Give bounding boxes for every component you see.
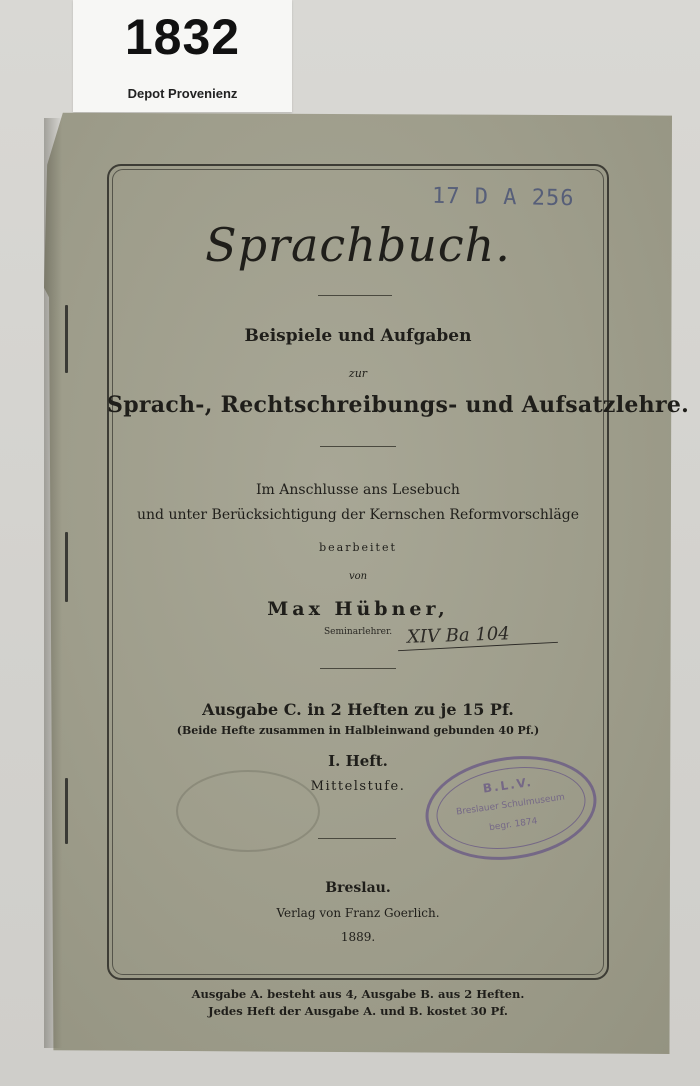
staple-1 <box>65 305 68 373</box>
subtitle-topics: Sprach-, Rechtschreibungs- und Aufsatzlehre. <box>107 392 690 418</box>
edited-label: bearbeitet <box>319 541 397 554</box>
label-caption: Depot Provenienz <box>127 86 238 101</box>
divider-4 <box>318 838 396 839</box>
footer-note-1: Ausgabe A. besteht aus 4, Ausgabe B. aus 2 Heften. <box>191 987 525 1001</box>
publisher-name: Verlag von Franz Goerlich. <box>276 906 440 920</box>
stamp-middle-text: Breslauer Schulmuseum <box>455 792 566 818</box>
publication-year: 1889. <box>340 930 376 944</box>
divider-2 <box>320 446 396 447</box>
footer-note-2: Jedes Heft der Ausgabe A. und B. kostet 30 Pf. <box>208 1004 508 1018</box>
provenance-label-card <box>73 0 292 112</box>
school-level: Mittelstufe. <box>310 779 406 794</box>
context-line-1: Im Anschlusse ans Lesebuch <box>256 482 460 498</box>
edition-binding-note: (Beide Hefte zusammen in Halbleinwand gebunden 40 Pf.) <box>176 724 540 737</box>
divider-3 <box>320 668 396 669</box>
shelf-mark-stamp: 17 D A 256 <box>431 183 575 212</box>
von-label: von <box>348 571 368 582</box>
heft-number: I. Heft. <box>328 752 388 770</box>
staple-3 <box>65 778 68 844</box>
author-role: Seminarlehrer. <box>324 627 393 637</box>
divider-1 <box>318 295 392 296</box>
context-line-2: und unter Berücksichtigung der Kernschen Reformvorschläge <box>137 507 579 523</box>
stamp-top-text: B.L.V. <box>481 774 534 796</box>
stamp-bottom-text: begr. 1874 <box>488 816 539 834</box>
staple-2 <box>65 532 68 602</box>
subtitle-zur: zur <box>348 367 368 380</box>
author-name: Max Hübner, <box>267 598 449 620</box>
faded-oval-stamp <box>176 770 320 852</box>
handwritten-shelf-note: XIV Ba 104 <box>406 623 511 648</box>
label-number: 1832 <box>124 9 241 65</box>
publication-city: Breslau. <box>325 880 391 896</box>
spine-shadow <box>44 118 62 1048</box>
subtitle-examples: Beispiele und Aufgaben <box>244 326 472 346</box>
book-title: Sprachbuch. <box>205 218 511 272</box>
edition-info: Ausgabe C. in 2 Heften zu je 15 Pf. <box>202 700 514 719</box>
